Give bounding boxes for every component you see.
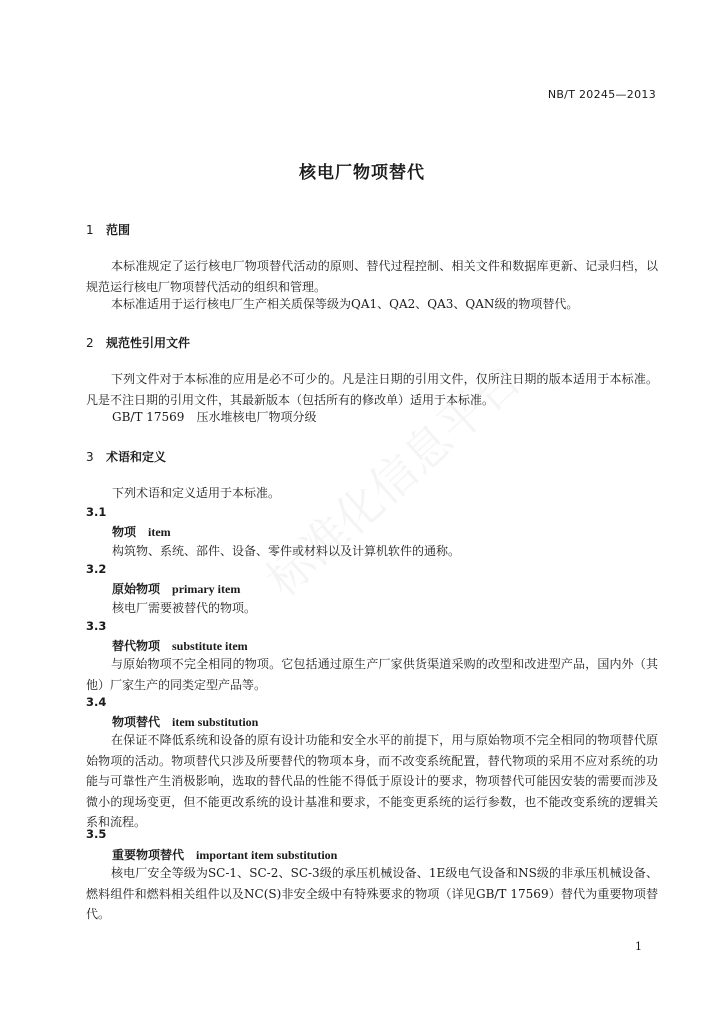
term-english: item substitution	[172, 715, 259, 729]
section-2-heading	[86, 334, 190, 351]
term-entry	[112, 637, 248, 654]
standard-number: NB/T 20245—2013	[547, 88, 656, 101]
section-2-paragraph-1: 下列文件对于本标准的应用是必不可少的。凡是注日期的引用文件，仅所注日期的版本适用于本标准。凡是不注日期的引用文件，其最新版本（包括所有的修改单）适用于本标准。	[86, 372, 658, 407]
normative-reference: GB/T 17569 压水堆核电厂物项分级	[112, 410, 317, 424]
section-title: 规范性引用文件	[106, 336, 191, 350]
section-title: 术语和定义	[106, 450, 167, 464]
section-number: 3	[86, 450, 94, 464]
term-chinese: 替代物项	[112, 639, 161, 653]
term-entry	[112, 523, 171, 540]
term-definition: 与原始物项不完全相同的物项。它包括通过原生产厂家供货渠道采购的改型和改进型产品，国内外（其他）厂家生产的同类定型产品等。	[86, 657, 658, 692]
term-english: substitute item	[172, 639, 248, 653]
term-chinese: 原始物项	[112, 582, 161, 596]
term-definition: 核电厂需要被替代的物项。	[112, 601, 257, 615]
section-1-heading	[86, 221, 130, 238]
document-title: 核电厂物项替代	[299, 163, 425, 183]
page-number: 1	[635, 940, 642, 953]
section-title: 范围	[106, 223, 131, 237]
section-number: 2	[86, 336, 94, 350]
term-definition: 在保证不降低系统和设备的原有设计功能和安全水平的前提下，用与原始物项不完全相同的物项替代原始物项的活动。物项替代只涉及所要替代的物项本身，而不改变系统配置，替代物项的采用不应对系统的功能与可靠性产生消极影响，选取的替代品的性能不得低于原设计的要求，物项替代可能因安装的需要而涉及微小的现场变更，但不能更改系统的设计基准和要求，不能变更系统的运行参数，也不能改变系统的逻辑关系和流程。	[86, 733, 658, 829]
term-english: primary item	[172, 582, 241, 596]
term-english: item	[148, 525, 171, 539]
term-entry	[112, 580, 240, 597]
clause-number: 3.1	[86, 505, 107, 519]
section-3-heading	[86, 448, 166, 465]
clause-number: 3.2	[86, 562, 107, 576]
term-chinese: 重要物项替代	[112, 848, 185, 862]
clause-number: 3.5	[86, 827, 107, 841]
section-3-intro: 下列术语和定义适用于本标准。	[112, 486, 281, 500]
term-chinese: 物项替代	[112, 715, 161, 729]
clause-number: 3.4	[86, 695, 107, 709]
section-1-paragraph-1: 本标准规定了运行核电厂物项替代活动的原则、替代过程控制、相关文件和数据库更新、记录归档，以规范运行核电厂物项替代活动的组织和管理。	[86, 259, 658, 294]
term-english: important item substitution	[196, 848, 338, 862]
term-entry	[112, 846, 337, 863]
term-chinese: 物项	[112, 525, 137, 539]
section-number: 1	[86, 223, 94, 237]
term-definition: 核电厂安全等级为SC-1、SC-2、SC-3级的承压机械设备、1E级电气设备和NS级的非承压机械设备、燃料组件和燃料相关组件以及NC(S)非安全级中有特殊要求的物项（详见GB/T 17569）替代为重要物项替代。	[86, 866, 658, 921]
term-definition: 构筑物、系统、部件、设备、零件或材料以及计算机软件的通称。	[112, 544, 461, 558]
term-entry	[112, 713, 258, 730]
section-1-paragraph-2: 本标准适用于运行核电厂生产相关质保等级为QA1、QA2、QA3、QAN级的物项替代。	[111, 297, 579, 311]
clause-number: 3.3	[86, 619, 107, 633]
